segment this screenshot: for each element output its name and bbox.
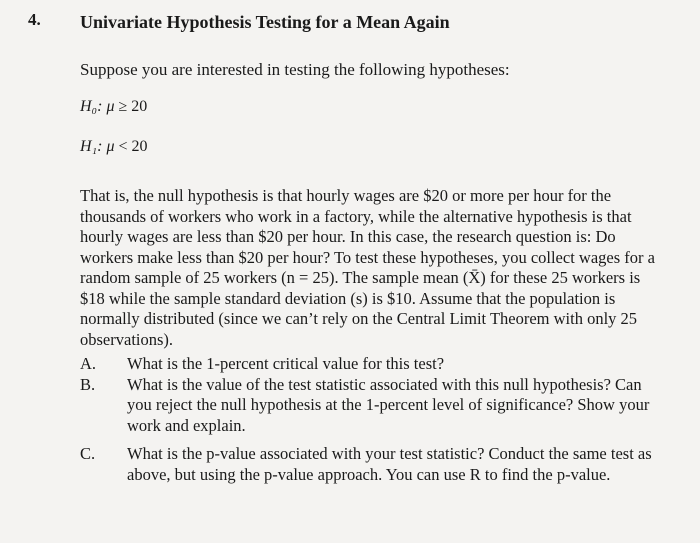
intro-text: Suppose you are interested in testing the following hypotheses: [80,60,510,79]
alternative-hypothesis-symbol: H₁: μ [80,138,115,155]
problem-description: That is, the null hypothesis is that hourly wages are $20 or more per hour for the thousands of workers who work in a factory, while the alternative hypothesis is that hourly wages are less than $20 per hour. In this case, the research question is: Do workers make less than $20 per hour? To test these hypotheses, you collect wages for a random sample of 25 workers (n = 25). The sample mean (X̄) for these 25 workers is $18 while the sample standard deviation (s) is $10. Assume that the population is normally distributed (since we can’t rely on the Central Limit Theorem with only 25 observations). [80,186,655,349]
alternative-hypothesis [80,138,148,156]
item-letter: A. [80,354,97,373]
null-hypothesis [80,98,147,116]
question-title: Univariate Hypothesis Testing for a Mean Again [80,12,450,32]
question-item-a [80,354,665,375]
null-hypothesis-symbol: H₀: μ [80,98,115,115]
question-item-b [80,375,665,437]
question-item-c [80,444,665,485]
item-text: What is the p-value associated with your test statistic? Conduct the same test as above, but using the p-value approach. You can use R to find the p-value. [127,444,652,484]
question-number: 4. [28,10,41,29]
item-text: What is the 1-percent critical value for this test? [127,354,445,373]
item-letter: C. [80,444,96,463]
item-text: What is the value of the test statistic associated with this null hypothesis? Can you reject the null hypothesis at the 1-percent level of significance? Show your work and explain. [127,374,650,435]
item-letter: B. [80,374,96,394]
alternative-hypothesis-value: < 20 [114,138,148,155]
null-hypothesis-value: ≥ 20 [114,98,148,115]
question-list [80,354,665,485]
